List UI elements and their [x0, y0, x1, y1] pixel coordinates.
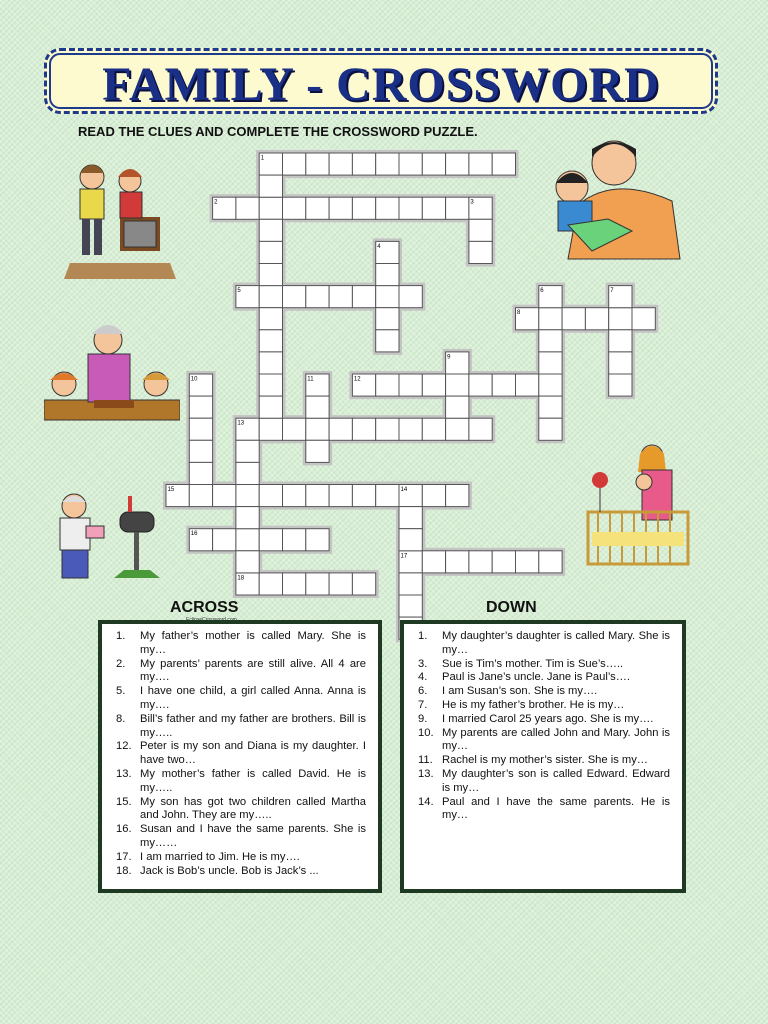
- crossword-cell[interactable]: [259, 529, 282, 551]
- crossword-cell[interactable]: [283, 529, 306, 551]
- crossword-cell[interactable]: [283, 573, 306, 595]
- crossword-cell[interactable]: [283, 485, 306, 507]
- clue-number: 11.: [418, 754, 433, 767]
- crossword-cell[interactable]: [446, 374, 469, 396]
- crossword-cell[interactable]: [376, 264, 399, 286]
- crossword-cell[interactable]: [399, 153, 422, 175]
- crossword-cell[interactable]: [352, 485, 375, 507]
- across-clue-item: [110, 796, 366, 824]
- down-clue-list: [412, 630, 670, 823]
- clue-number: 10.: [418, 726, 434, 739]
- crossword-cell[interactable]: [352, 153, 375, 175]
- crossword-cell[interactable]: [259, 264, 282, 286]
- crossword-cell[interactable]: [259, 175, 282, 197]
- crossword-cell[interactable]: [352, 286, 375, 308]
- crossword-cell[interactable]: [213, 485, 236, 507]
- mother-baby-crib-illustration: [586, 442, 692, 570]
- crossword-cell[interactable]: [422, 153, 445, 175]
- clue-text: Paul and I have the same parents. He is my…: [442, 795, 670, 822]
- crossword-cell[interactable]: [236, 529, 259, 551]
- crossword-cell[interactable]: [306, 440, 329, 462]
- across-clue-item: [110, 658, 366, 686]
- crossword-cell[interactable]: [259, 352, 282, 374]
- crossword-cell[interactable]: [306, 197, 329, 219]
- clue-number: 4.: [418, 671, 428, 684]
- clue-text: My parents’ parents are still alive. All 4 are my….: [140, 657, 366, 684]
- across-clue-item: [110, 851, 366, 865]
- crossword-cell[interactable]: [259, 374, 282, 396]
- clue-start-number: 11: [307, 376, 314, 383]
- clue-number: 2.: [116, 657, 126, 670]
- clue-text: He is my father’s brother. He is my…: [442, 698, 625, 711]
- crossword-cell[interactable]: [446, 418, 469, 440]
- crossword-cell[interactable]: [446, 485, 469, 507]
- crossword-cell[interactable]: [306, 396, 329, 418]
- clue-start-number: 3: [470, 199, 474, 206]
- crossword-cell[interactable]: [539, 374, 562, 396]
- clue-start-number: 15: [167, 487, 175, 493]
- crossword-cell[interactable]: [236, 197, 259, 219]
- crossword-cell[interactable]: [352, 573, 375, 595]
- crossword-cell[interactable]: [352, 197, 375, 219]
- crossword-cell[interactable]: [516, 551, 539, 573]
- down-clues-box: [400, 620, 686, 893]
- crossword-cell[interactable]: [539, 330, 562, 352]
- clue-number: 14.: [418, 795, 434, 808]
- crossword-cell[interactable]: [213, 529, 236, 551]
- crossword-cell[interactable]: [329, 485, 352, 507]
- clue-number: 1.: [418, 630, 428, 642]
- crossword-cell[interactable]: [376, 197, 399, 219]
- clue-start-number: 16: [190, 531, 198, 538]
- crossword-cell[interactable]: [329, 573, 352, 595]
- crossword-cell[interactable]: [283, 197, 306, 219]
- clue-start-number: 6: [540, 288, 544, 295]
- clue-text: My parents are called John and Mary. John is my…: [442, 726, 670, 753]
- crossword-cell[interactable]: [446, 551, 469, 573]
- instructions: READ THE CLUES AND COMPLETE THE CROSSWORD PUZZLE.: [78, 124, 478, 139]
- crossword-cell[interactable]: [492, 153, 515, 175]
- clue-text: Peter is my son and Diana is my daughter. I have two…: [140, 740, 366, 767]
- clue-number: 9.: [418, 712, 428, 725]
- across-clue-item: [110, 865, 366, 879]
- crossword-cell[interactable]: [376, 308, 399, 330]
- crossword-cell[interactable]: [306, 573, 329, 595]
- crossword-cell[interactable]: [585, 308, 608, 330]
- crossword-cell[interactable]: [609, 308, 632, 330]
- clue-number: 5.: [116, 685, 126, 698]
- clue-start-number: 14: [400, 487, 408, 493]
- crossword-cell[interactable]: [376, 330, 399, 352]
- across-clue-item: [110, 823, 366, 851]
- clue-start-number: 9: [447, 354, 451, 361]
- clue-text: I am Susan’s son. She is my….: [442, 685, 598, 698]
- crossword-cell[interactable]: [492, 551, 515, 573]
- crossword-cell[interactable]: [189, 418, 212, 440]
- crossword-cell[interactable]: [446, 153, 469, 175]
- crossword-cell[interactable]: [306, 418, 329, 440]
- clue-text: My daughter’s son is called Edward. Edward is my…: [442, 767, 670, 794]
- crossword-cell[interactable]: [236, 551, 259, 573]
- clue-text: I am married to Jim. He is my….: [140, 850, 300, 863]
- across-clue-list: [110, 630, 366, 878]
- crossword-cell[interactable]: [539, 396, 562, 418]
- crossword-cell[interactable]: [189, 462, 212, 484]
- crossword-cell[interactable]: [539, 352, 562, 374]
- crossword-cell[interactable]: [399, 418, 422, 440]
- crossword-cell[interactable]: [259, 418, 282, 440]
- clue-start-number: 4: [377, 243, 381, 250]
- down-heading: DOWN: [486, 599, 537, 616]
- down-clue-item: [412, 699, 670, 713]
- crossword-cell[interactable]: [283, 286, 306, 308]
- crossword-cell[interactable]: [422, 418, 445, 440]
- crossword-cell[interactable]: [283, 418, 306, 440]
- clue-text: I married Carol 25 years ago. She is my….: [442, 712, 654, 725]
- crossword-cell[interactable]: [609, 330, 632, 352]
- crossword-cell[interactable]: [329, 418, 352, 440]
- crossword-cell[interactable]: [562, 308, 585, 330]
- across-heading: ACROSS: [170, 599, 239, 616]
- crossword-cell[interactable]: [259, 330, 282, 352]
- crossword-cell[interactable]: [376, 485, 399, 507]
- down-clue-item: [412, 685, 670, 699]
- crossword-cell[interactable]: [259, 197, 282, 219]
- down-clue-item: [412, 754, 670, 768]
- crossword-cell[interactable]: [259, 241, 282, 263]
- crossword-cell[interactable]: [609, 352, 632, 374]
- clue-start-number: 18: [237, 575, 245, 582]
- crossword-cell[interactable]: [259, 573, 282, 595]
- clue-start-number: 17: [400, 553, 408, 560]
- crossword-cell[interactable]: [399, 374, 422, 396]
- clue-number: 12.: [116, 740, 132, 753]
- clue-number: 1.: [116, 630, 126, 642]
- crossword-cell[interactable]: [259, 219, 282, 241]
- crossword-cell[interactable]: [399, 507, 422, 529]
- page-title: FAMILY - CROSSWORD: [102, 58, 660, 111]
- crossword-cell[interactable]: [422, 485, 445, 507]
- clue-text: My daughter’s daughter is called Mary. She is my…: [442, 630, 670, 656]
- clue-number: 18.: [116, 864, 132, 877]
- clue-number: 13.: [116, 767, 132, 780]
- grandmother-baking-illustration: [44, 320, 180, 424]
- down-clue-item: [412, 630, 670, 658]
- across-clue-item: [110, 740, 366, 768]
- crossword-cell[interactable]: [399, 197, 422, 219]
- clue-start-number: 12: [353, 376, 361, 383]
- clue-number: 6.: [418, 685, 428, 698]
- clue-text: My son has got two children called Martha and John. They are my…..: [140, 795, 366, 822]
- crossword-cell[interactable]: [492, 374, 515, 396]
- down-clue-item: [412, 713, 670, 727]
- crossword-cell[interactable]: [376, 153, 399, 175]
- crossword-cell[interactable]: [469, 153, 492, 175]
- crossword-cell[interactable]: [609, 374, 632, 396]
- crossword-cell[interactable]: [399, 595, 422, 617]
- crossword-cell[interactable]: [259, 308, 282, 330]
- clue-start-number: 8: [517, 310, 521, 317]
- clue-text: Rachel is my mother’s sister. She is my…: [442, 754, 648, 767]
- clue-number: 16.: [116, 823, 132, 836]
- crossword-cell[interactable]: [469, 374, 492, 396]
- crossword-cell[interactable]: [632, 308, 655, 330]
- down-clue-item: [412, 671, 670, 685]
- clue-start-number: 13: [237, 420, 245, 427]
- father-son-reading-illustration: [548, 135, 684, 263]
- crossword-cell[interactable]: [329, 197, 352, 219]
- crossword-cell[interactable]: [469, 219, 492, 241]
- crossword-cell[interactable]: [399, 529, 422, 551]
- crossword-cell[interactable]: [306, 485, 329, 507]
- crossword-cell[interactable]: [539, 551, 562, 573]
- crossword-cell[interactable]: [399, 573, 422, 595]
- crossword-cell[interactable]: [446, 396, 469, 418]
- clue-number: 13.: [418, 767, 434, 780]
- crossword-cell[interactable]: [422, 197, 445, 219]
- crossword-cell[interactable]: [236, 440, 259, 462]
- crossword-cell[interactable]: [469, 241, 492, 263]
- crossword-cell[interactable]: [376, 374, 399, 396]
- crossword-cell[interactable]: [469, 551, 492, 573]
- crossword-cell[interactable]: [352, 418, 375, 440]
- crossword-cell[interactable]: [306, 529, 329, 551]
- crossword-cell[interactable]: [376, 418, 399, 440]
- clue-start-number: 10: [190, 376, 198, 383]
- crossword-cell[interactable]: [422, 551, 445, 573]
- clue-text: My father’s mother is called Mary. She is my…: [140, 630, 366, 656]
- crossword-cell[interactable]: [236, 485, 259, 507]
- crossword-cell[interactable]: [189, 396, 212, 418]
- crossword-cell[interactable]: [539, 308, 562, 330]
- crossword-cell[interactable]: [329, 153, 352, 175]
- clue-start-number: 7: [610, 288, 614, 295]
- across-clue-item: [110, 685, 366, 713]
- down-clue-item: [412, 658, 670, 672]
- down-clue-item: [412, 727, 670, 755]
- clue-number: 3.: [418, 657, 428, 670]
- crossword-cell[interactable]: [399, 286, 422, 308]
- crossword-cell[interactable]: [259, 286, 282, 308]
- clue-start-number: 1: [260, 155, 265, 162]
- across-clue-item: [110, 768, 366, 796]
- down-clue-item: [412, 768, 670, 796]
- across-clues-box: [98, 620, 382, 893]
- down-clue-item: [412, 796, 670, 824]
- crossword-cell[interactable]: [236, 507, 259, 529]
- clue-number: 17.: [116, 850, 132, 863]
- crossword-cell[interactable]: [516, 374, 539, 396]
- crossword-cell[interactable]: [259, 396, 282, 418]
- clue-text: Bill’s father and my father are brothers. Bill is my…..: [140, 712, 366, 739]
- crossword-cell[interactable]: [306, 153, 329, 175]
- crossword-cell[interactable]: [306, 286, 329, 308]
- grandfather-mailbox-illustration: [50, 490, 166, 584]
- crossword-cell[interactable]: [422, 374, 445, 396]
- clue-text: Paul is Jane’s uncle. Jane is Paul’s….: [442, 671, 631, 684]
- crossword-cell[interactable]: [236, 462, 259, 484]
- clue-text: Sue is Tim’s mother. Tim is Sue’s…..: [442, 657, 624, 670]
- crossword-cell[interactable]: [189, 485, 212, 507]
- clue-number: 15.: [116, 795, 132, 808]
- clue-text: My mother’s father is called David. He is my…..: [140, 767, 366, 794]
- crossword-cell[interactable]: [189, 440, 212, 462]
- crossword-cell[interactable]: [469, 418, 492, 440]
- crossword-cell[interactable]: [376, 286, 399, 308]
- clue-start-number: 2: [214, 199, 218, 206]
- clue-text: I have one child, a girl called Anna. Anna is my….: [140, 685, 366, 711]
- clue-text: Susan and I have the same parents. She is my……: [140, 823, 366, 849]
- crossword-cell[interactable]: [539, 418, 562, 440]
- crossword-cell[interactable]: [329, 286, 352, 308]
- clue-number: 7.: [418, 698, 428, 711]
- clue-number: 8.: [116, 712, 126, 725]
- crossword-cell[interactable]: [259, 485, 282, 507]
- clue-start-number: 5: [237, 288, 241, 295]
- across-clue-item: [110, 630, 366, 658]
- kids-tv-illustration: [62, 155, 178, 281]
- across-clue-item: [110, 713, 366, 741]
- clue-text: Jack is Bob’s uncle. Bob is Jack’s ...: [140, 864, 319, 877]
- crossword-cell[interactable]: [446, 197, 469, 219]
- crossword-cell[interactable]: [283, 153, 306, 175]
